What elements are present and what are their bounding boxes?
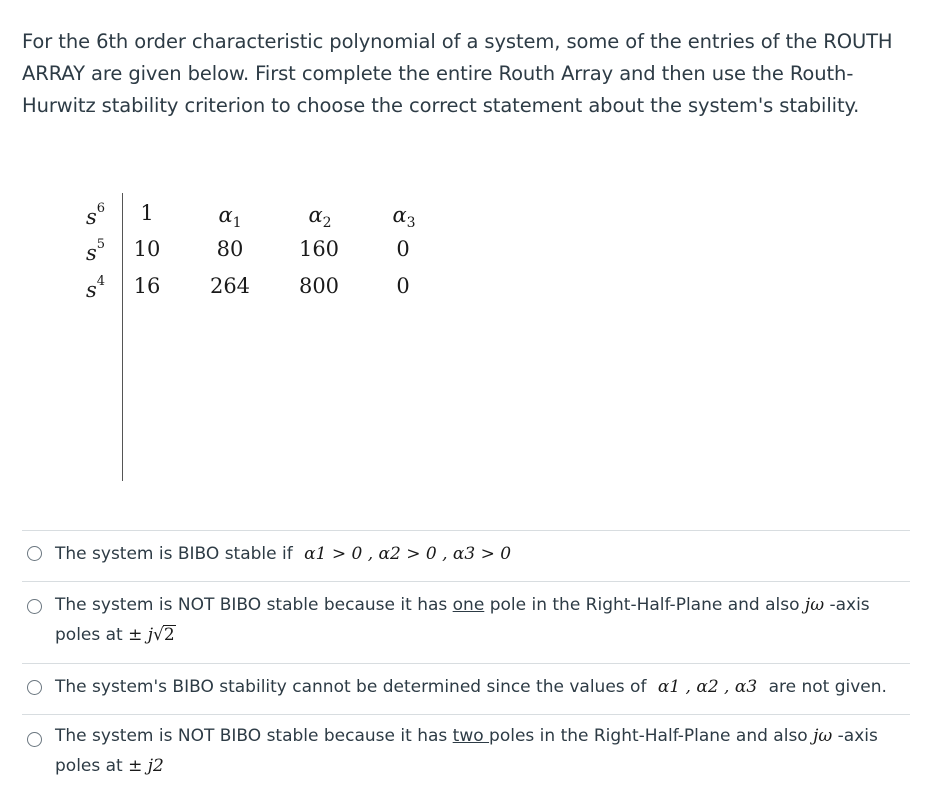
option-2-line2-prefix: poles at	[55, 625, 129, 645]
option-4-text-b: poles in the Right-Half-Plane and also	[489, 726, 814, 746]
option-2-pm-j: ± j	[128, 625, 154, 645]
routh-cell-s6-c3: $\alpha_2$	[308, 203, 332, 232]
option-2-text-b: pole in the Right-Half-Plane and also	[484, 595, 805, 615]
question-line-3: Hurwitz stability criterion to choose the correct statement about the system's stability.	[22, 94, 860, 117]
option-1-text: The system is BIBO stable if	[55, 544, 293, 564]
option-4-pm-j2: ± j2	[128, 756, 164, 776]
option-4-text-a: The system is NOT BIBO stable because it has	[55, 726, 453, 746]
routh-cell-s5-c1: 10	[133, 237, 161, 261]
radio-button-option-3[interactable]	[27, 680, 42, 695]
option-2-sqrt-symbol: √	[153, 625, 164, 645]
routh-cell-s4-c2: 264	[209, 274, 251, 298]
option-1-condition: α1 > 0 , α2 > 0 , α3 > 0	[304, 544, 512, 564]
routh-cell-s5-c4: 0	[396, 237, 410, 261]
answer-option-2-label[interactable]	[55, 590, 905, 650]
option-2-jw: jω	[804, 595, 825, 615]
routh-cell-s6-c2: $\alpha_1$	[218, 203, 242, 232]
option-2-text-a: The system is NOT BIBO stable because it has	[55, 595, 453, 615]
option-4-text-c: -axis	[832, 726, 878, 746]
routh-cell-s4-c1: 16	[133, 274, 161, 298]
answer-option-3-label[interactable]	[55, 672, 905, 702]
question-line-2: ARRAY are given below. First complete the entire Routh Array and then use the Routh-	[22, 62, 854, 85]
answer-option-1[interactable]	[22, 530, 910, 582]
option-3-text-a: The system's BIBO stability cannot be determined since the values of	[55, 677, 647, 697]
answer-option-3[interactable]	[22, 663, 910, 715]
question-line-1: For the 6th order characteristic polynomial of a system, some of the entries of the ROUTH	[22, 30, 893, 53]
option-3-text-b: are not given.	[768, 677, 887, 697]
routh-row-label-s6: $s^6$	[86, 201, 106, 229]
radio-button-option-2[interactable]	[27, 599, 42, 614]
answer-option-1-label[interactable]	[55, 539, 905, 569]
routh-cell-s4-c4: 0	[396, 274, 410, 298]
answer-option-4[interactable]	[22, 714, 910, 797]
routh-cell-s6-c1: 1	[140, 201, 154, 225]
radio-button-option-4[interactable]	[27, 732, 42, 747]
routh-cell-s5-c3: 160	[298, 237, 340, 261]
option-4-underlined: two	[452, 726, 490, 746]
answer-option-4-label[interactable]	[55, 721, 905, 781]
answer-option-2[interactable]	[22, 581, 910, 664]
option-2-underlined: one	[452, 595, 485, 615]
routh-cell-s4-c3: 800	[298, 274, 340, 298]
option-3-alphas: α1 , α2 , α3	[657, 677, 758, 697]
routh-row-label-s4: $s^4$	[86, 274, 106, 302]
option-2-sqrt-arg: 2	[163, 625, 175, 645]
radio-button-option-1[interactable]	[27, 546, 42, 561]
option-4-line2-prefix: poles at	[55, 756, 129, 776]
routh-array-divider	[122, 193, 123, 481]
routh-row-label-s5: $s^5$	[86, 237, 106, 265]
routh-cell-s6-c4: $\alpha_3$	[392, 203, 416, 232]
option-2-text-c: -axis	[824, 595, 870, 615]
routh-cell-s5-c2: 80	[216, 237, 244, 261]
option-4-jw: jω	[813, 726, 833, 746]
